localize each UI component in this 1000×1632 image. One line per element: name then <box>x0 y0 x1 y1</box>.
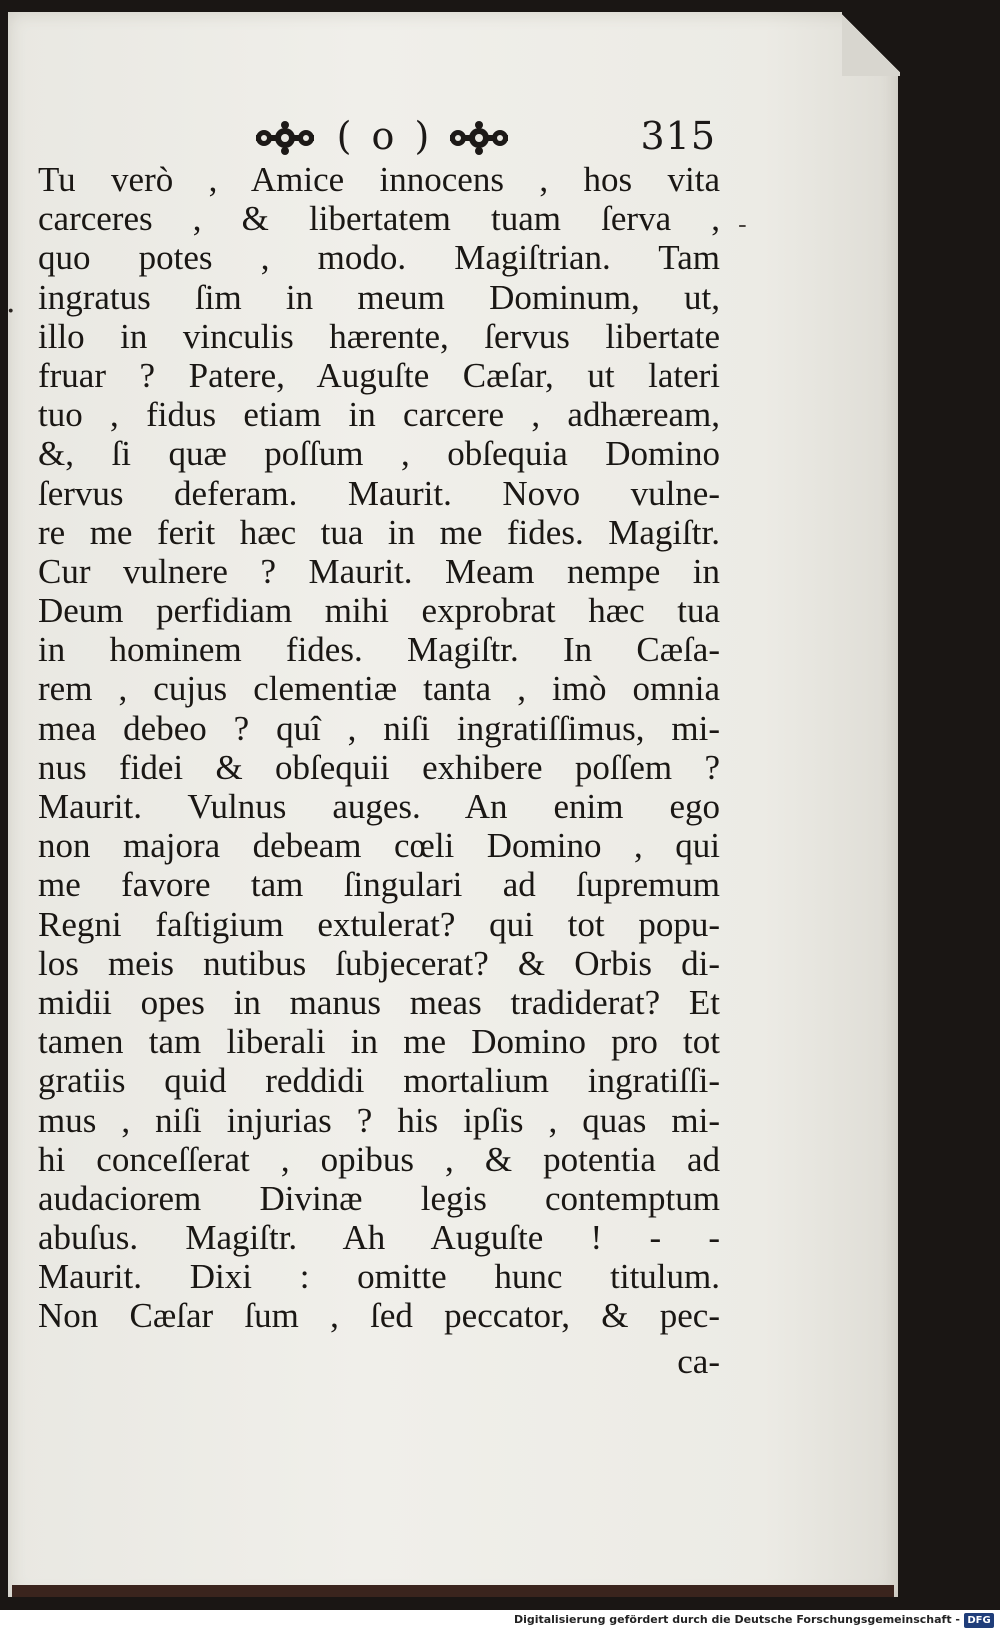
footer-credit: Digitalisierung gefördert durch die Deutsche Forschungsgemeinschaft - <box>513 1613 960 1626</box>
dfg-logo-icon: DFG <box>964 1613 994 1628</box>
text-line: gratiis quid reddidi mortalium ingratiſſi- <box>38 1061 720 1101</box>
text-line: Deum perfidiam mihi exprobrat hæc tua <box>38 591 720 631</box>
text-line: in hominem fides. Magiſtr. In Cæſa- <box>38 630 720 670</box>
text-line: illo in vinculis hærente, ſervus libertate <box>38 316 720 356</box>
text-line: fruar ? Patere, Auguſte Cæſar, ut lateri <box>38 355 720 395</box>
page-bottom-edge <box>12 1585 894 1597</box>
book-page <box>8 12 898 1597</box>
text-line: tamen tam liberali in me Domino pro tot <box>38 1022 720 1062</box>
header-mark: ( o ) <box>336 114 434 158</box>
text-line: quo potes , modo. Magiſtrian. Tam <box>38 238 720 278</box>
text-line: non majora debeam cœli Domino , qui <box>38 826 720 866</box>
margin-mark: · <box>6 294 16 329</box>
page-number: 315 <box>640 114 716 158</box>
footer-bar <box>0 1610 1000 1632</box>
text-line: nus fidei & obſequii exhibere poſſem ? <box>38 747 720 787</box>
text-line: &, ſi quæ poſſum , obſequia Domino <box>38 434 720 474</box>
ornament-right-icon <box>448 120 510 156</box>
text-line: Regni faſtigium extulerat? qui tot popu- <box>38 904 720 944</box>
text-line: rem , cujus clementiæ tanta , imò omnia <box>38 669 720 709</box>
text-line: Non Cæſar ſum , ſed peccator, & pec- <box>38 1296 720 1336</box>
text-line: mea debeo ? quî , niſi ingratiſſimus, mi- <box>38 708 720 748</box>
text-line: midii opes in manus meas tradiderat? Et <box>38 982 720 1022</box>
text-line: Maurit. Dixi : omitte hunc titulum. <box>38 1257 720 1297</box>
text-line: los meis nutibus ſubjecerat? & Orbis di- <box>38 943 720 983</box>
text-line: re me ferit hæc tua in me fides. Magiſtr. <box>38 512 720 552</box>
margin-dash: - <box>738 210 747 240</box>
ornament-left-icon <box>254 120 316 156</box>
catchword: ca- <box>677 1342 720 1381</box>
text-line: hi conceſſerat , opibus , & potentia ad <box>38 1139 720 1179</box>
text-line: audaciorem Divinæ legis contemptum <box>38 1178 720 1218</box>
text-line: tuo , fidus etiam in carcere , adhæream, <box>38 395 720 435</box>
text-line: abuſus. Magiſtr. Ah Auguſte ! - - <box>38 1218 720 1258</box>
text-line: Maurit. Vulnus auges. An enim ego <box>38 787 720 826</box>
body-text <box>38 160 720 1336</box>
text-line: me favore tam ſingulari ad ſupremum <box>38 865 720 905</box>
text-line: ſervus deferam. Maurit. Novo vulne- <box>38 473 720 513</box>
text-line: Tu verò , Amice innocens , hos vita <box>38 160 720 199</box>
text-line: ingratus ſim in meum Dominum, ut, <box>38 277 720 317</box>
running-header <box>36 114 716 162</box>
folded-corner <box>842 10 900 76</box>
text-line: carceres , & libertatem tuam ſerva , <box>38 199 720 239</box>
text-line: Cur vulnere ? Maurit. Meam nempe in <box>38 551 720 591</box>
text-line: mus , niſi injurias ? his ipſis , quas mi- <box>38 1100 720 1140</box>
